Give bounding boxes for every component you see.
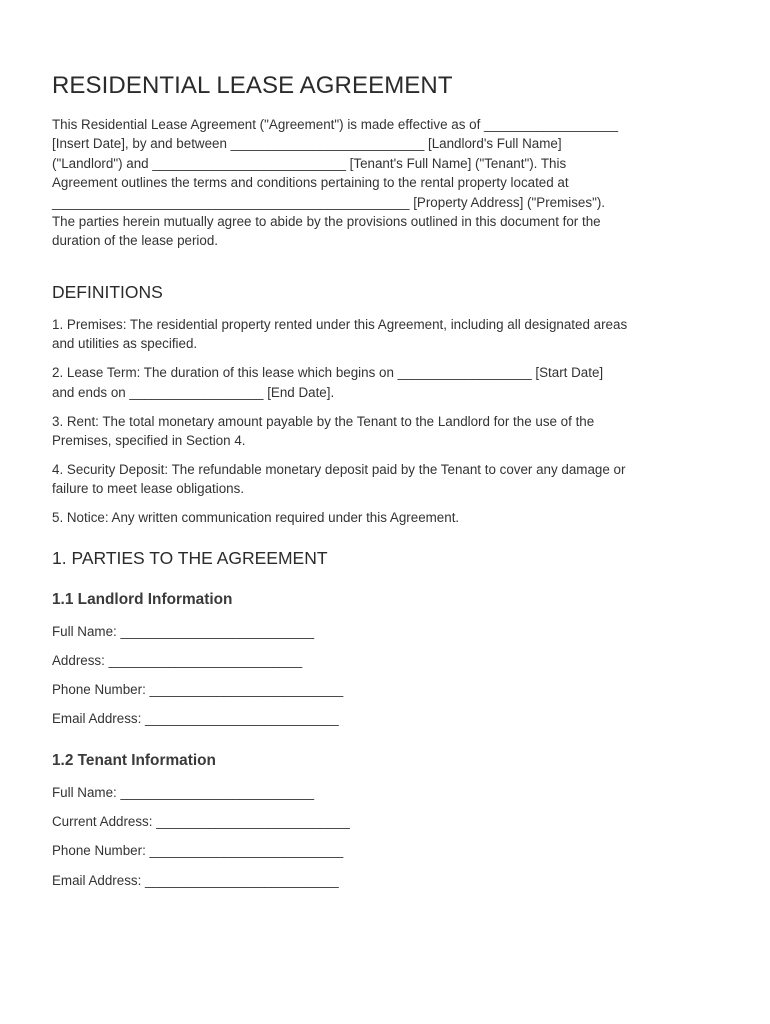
definition-item-notice xyxy=(52,508,732,527)
intro-line: [Insert Date], by and between __________________________ [Landlord's Full Name] xyxy=(52,136,562,152)
definition-line: 4. Security Deposit: The refundable monetary deposit paid by the Tenant to cover any damage or xyxy=(52,462,626,478)
definition-item-rent xyxy=(52,412,732,451)
intro-line: This Residential Lease Agreement ("Agreement") is made effective as of __________________ xyxy=(52,117,619,132)
definition-line: failure to meet lease obligations. xyxy=(52,481,245,497)
definition-line: Premises, specified in Section 4. xyxy=(52,433,246,449)
landlord-phone-field: Phone Number: __________________________ xyxy=(52,682,344,698)
definition-line: 3. Rent: The total monetary amount payable by the Tenant to the Landlord for the use of the xyxy=(52,413,595,429)
intro-line: duration of the lease period. xyxy=(52,233,219,249)
intro-line: ("Landlord") and __________________________ [Tenant's Full Name] ("Tenant"). This xyxy=(52,155,567,171)
landlord-fields xyxy=(52,622,732,729)
document-title: RESIDENTIAL LEASE AGREEMENT xyxy=(52,72,453,99)
tenant-info-heading: 1.2 Tenant Information xyxy=(52,751,216,769)
landlord-info-heading: 1.1 Landlord Information xyxy=(52,590,233,608)
tenant-email-field: Email Address: __________________________ xyxy=(52,872,339,888)
intro-paragraph xyxy=(52,115,732,251)
tenant-full-name-field: Full Name: __________________________ xyxy=(52,784,315,800)
landlord-full-name-field: Full Name: __________________________ xyxy=(52,623,315,639)
definition-line: 2. Lease Term: The duration of this lease which begins on __________________ [Start Date] xyxy=(52,365,604,381)
definitions-heading: DEFINITIONS xyxy=(52,281,163,302)
tenant-phone-field: Phone Number: __________________________ xyxy=(52,843,344,859)
definition-line: 1. Premises: The residential property rented under this Agreement, including all designated areas xyxy=(52,316,628,332)
intro-line: The parties herein mutually agree to abide by the provisions outlined in this document for the xyxy=(52,214,601,230)
definition-item-lease-term xyxy=(52,363,732,402)
landlord-email-field: Email Address: __________________________ xyxy=(52,711,339,727)
definition-line: and ends on __________________ [End Date]. xyxy=(52,384,335,400)
definition-item-security-deposit xyxy=(52,460,732,499)
intro-line: Agreement outlines the terms and conditions pertaining to the rental property located at xyxy=(52,175,569,191)
document-page xyxy=(52,70,732,900)
parties-heading: 1. PARTIES TO THE AGREEMENT xyxy=(52,547,328,568)
intro-line: ________________________________________________ [Property Address] ("Premises"). xyxy=(52,194,606,210)
definition-line: and utilities as specified. xyxy=(52,336,198,352)
definition-line: 5. Notice: Any written communication required under this Agreement. xyxy=(52,510,460,526)
definitions-list xyxy=(52,315,732,528)
definition-item-premises xyxy=(52,315,732,354)
tenant-fields xyxy=(52,783,732,890)
tenant-current-address-field: Current Address: __________________________ xyxy=(52,814,350,830)
landlord-address-field: Address: __________________________ xyxy=(52,653,303,669)
